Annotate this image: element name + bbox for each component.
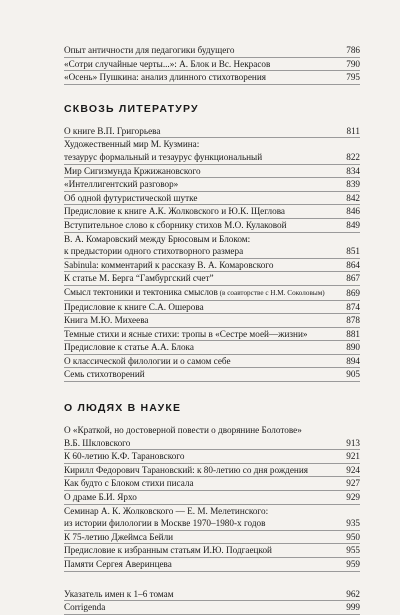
entry-title-wrap (64, 491, 137, 504)
entry-title: Указатель имен к 1–6 томам (64, 588, 174, 599)
toc-list-section-2 (64, 424, 360, 572)
toc-entry (64, 601, 360, 615)
entry-title-wrap (64, 424, 302, 449)
entry-title: Как будто с Блоком стихи писала (64, 478, 194, 489)
entry-title-wrap (64, 531, 173, 544)
toc-entry (64, 328, 360, 342)
entry-title: К статье М. Берга “Гамбургский счет” (64, 273, 214, 284)
toc-entry (64, 272, 360, 286)
entry-title: Темные стихи и ясные стихи: тропы в «Сестре моей—жизни» (64, 328, 308, 339)
entry-title: «Сотри случайные черты...»: А. Блок и Вс. Некрасов (64, 58, 271, 69)
entry-title-wrap (64, 233, 250, 258)
entry-title-wrap (64, 272, 214, 285)
toc-entry (64, 314, 360, 328)
entry-title: Предисловие к избранным статьям И.Ю. Подгаецкой (64, 545, 272, 556)
entry-title-wrap (64, 71, 266, 84)
toc-entry (64, 491, 360, 505)
entry-title: Кирилл Федорович Тарановский: к 80-летию со дня рождения (64, 464, 308, 475)
entry-page-number: 999 (346, 602, 360, 613)
entry-title: О классической филологии и о самом себе (64, 355, 231, 366)
entry-page-number: 878 (346, 315, 360, 326)
toc-entry (64, 464, 360, 478)
entry-title-wrap (64, 286, 325, 300)
entry-title: Памяти Сергея Аверинцева (64, 559, 172, 569)
entry-page-number: 867 (346, 273, 360, 284)
entry-title-wrap (64, 259, 273, 272)
entry-title: О книге В.П. Григорьева (64, 125, 161, 136)
entry-title-wrap (64, 165, 201, 178)
toc-list-bottom (64, 588, 360, 615)
entry-title: Sabinula: комментарий к рассказу В. А. Комаровского (64, 259, 274, 270)
entry-page-number: 962 (346, 588, 360, 599)
entry-title-wrap (64, 58, 270, 71)
entry-title-wrap (64, 544, 272, 557)
entry-page-number: 869 (346, 287, 360, 298)
toc-entry (64, 450, 360, 464)
entry-title-wrap (64, 601, 105, 614)
toc-entry (64, 477, 360, 491)
entry-title: Опыт античности для педагогики будущего (64, 45, 235, 55)
entry-page-number: 955 (346, 545, 360, 556)
entry-title-wrap (64, 368, 145, 381)
entry-page-number: 822 (346, 151, 360, 162)
toc-entry (64, 424, 360, 450)
entry-page-number: 874 (346, 301, 360, 312)
entry-title: Corrigenda (64, 602, 106, 613)
entry-page-number: 881 (346, 328, 360, 339)
toc-entry (64, 368, 360, 382)
section-heading-o-lyudyakh-v-nauke: О ЛЮДЯХ В НАУКЕ (64, 402, 182, 415)
entry-title-wrap (64, 138, 262, 163)
entry-page-number: 935 (346, 518, 360, 529)
entry-page-number: 927 (346, 478, 360, 489)
toc-entry (64, 531, 360, 545)
entry-title-wrap (64, 505, 268, 530)
toc-entry (64, 71, 360, 85)
entry-page-number: 921 (346, 451, 360, 462)
entry-title: Вступительное слово к сборнику стихов М.О. Кулаковой (64, 219, 287, 230)
entry-page-number: 795 (346, 72, 360, 83)
toc-entry (64, 192, 360, 206)
entry-title-wrap (64, 301, 204, 314)
entry-page-number: 849 (346, 219, 360, 230)
entry-title-wrap (64, 464, 308, 477)
entry-title-wrap (64, 219, 287, 232)
toc-list-top (64, 44, 360, 85)
entry-title: Предисловие к статье А.А. Блока (64, 342, 194, 353)
entry-title: Семинар А. К. Жолковского — Е. М. Мелетинского: из истории филологии в Москве 1970–1980-х годов (64, 505, 269, 529)
toc-list-section-1 (64, 125, 360, 382)
entry-page-number: 890 (346, 342, 360, 353)
entry-title-wrap (64, 205, 285, 218)
entry-page-number: 846 (346, 206, 360, 217)
entry-title-wrap (64, 341, 194, 354)
toc-entry (64, 558, 360, 572)
toc-entry (64, 138, 360, 164)
toc-entry (64, 58, 360, 72)
entry-title: Смысл тектоники и тектоника смыслов (64, 286, 218, 297)
entry-page-number: 950 (346, 531, 360, 542)
toc-entry (64, 125, 360, 139)
entry-page-number: 839 (346, 179, 360, 190)
entry-title: К 75-летию Джеймса Бейли (64, 531, 174, 542)
entry-title-wrap (64, 314, 149, 327)
entry-page-number: 913 (346, 437, 360, 448)
entry-page-number: 786 (346, 45, 360, 55)
entry-title: «Интеллигентский разговор» (64, 179, 179, 190)
toc-entry (64, 505, 360, 531)
toc-entry (64, 178, 360, 192)
entry-page-number: 834 (346, 165, 360, 176)
entry-title-wrap (64, 328, 307, 341)
entry-title-wrap (64, 477, 194, 490)
entry-title: Книга М.Ю. Михеева (64, 315, 149, 326)
entry-page-number: 811 (346, 125, 360, 136)
entry-title: Художественный мир М. Кузмина: тезаурус формальный и тезаурус функциональный (64, 139, 263, 162)
entry-page-number: 851 (346, 246, 360, 257)
entry-page-number: 790 (346, 58, 360, 69)
entry-title: О драме Б.И. Ярхо (64, 492, 137, 503)
entry-title: Об одной футуристической шутке (64, 192, 198, 203)
entry-title-wrap (64, 355, 231, 368)
toc-entry (64, 259, 360, 273)
entry-title: О «Краткой, но достоверной повести о дворянине Болотове» В.Б. Шкловского (64, 425, 302, 448)
entry-page-number: 894 (346, 355, 360, 366)
entry-title: Мир Сигизмунда Кржижановского (64, 165, 201, 176)
entry-title-wrap (64, 588, 174, 601)
toc-entry (64, 219, 360, 233)
entry-page-number: 842 (346, 192, 360, 203)
toc-entry (64, 44, 360, 58)
entry-page-number: 959 (346, 559, 360, 569)
entry-page-number: 924 (346, 464, 360, 475)
toc-entry (64, 165, 360, 179)
entry-page-number: 905 (346, 369, 360, 380)
entry-title: Семь стихотворений (64, 369, 145, 380)
toc-entry (64, 588, 360, 602)
entry-title-wrap (64, 192, 197, 205)
toc-entry (64, 301, 360, 315)
entry-title-wrap (64, 178, 178, 191)
entry-title-wrap (64, 125, 160, 138)
toc-entry (64, 355, 360, 369)
entry-note: (в соавторстве с Н.М. Соколовым) (217, 288, 325, 297)
toc-entry (64, 286, 360, 301)
entry-title-wrap (64, 450, 184, 463)
entry-title: К 60-летию К.Ф. Тарановского (64, 451, 185, 462)
entry-page-number: 929 (346, 492, 360, 503)
entry-title: Предисловие к книге А.К. Жолковского и Ю.К. Щеглова (64, 206, 285, 217)
toc-entry (64, 205, 360, 219)
entry-title: В. А. Комаровский между Брюсовым и Блоком: к предыстории одного стихотворного размера (64, 233, 251, 257)
entry-title: Предисловие к книге С.А. Ошерова (64, 301, 204, 312)
toc-entry (64, 544, 360, 558)
section-heading-skvoz-literaturu: СКВОЗЬ ЛИТЕРАТУРУ (64, 102, 199, 115)
toc-entry (64, 341, 360, 355)
toc-entry (64, 233, 360, 259)
entry-title-wrap (64, 44, 234, 57)
entry-page-number: 864 (346, 259, 360, 270)
entry-title-wrap (64, 558, 172, 571)
entry-title: «Осень» Пушкина: анализ длинного стихотворения (64, 72, 266, 83)
